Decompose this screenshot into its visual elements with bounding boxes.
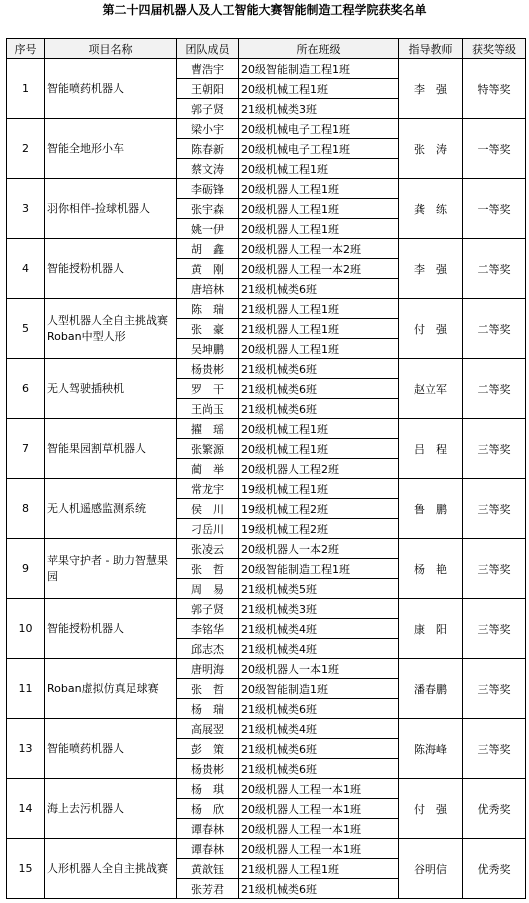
member-class: 21级机械类3班 (239, 99, 399, 119)
member-class: 20级机械工程1班 (239, 419, 399, 439)
advisor-teacher: 赵立军 (399, 359, 463, 419)
row-index: 1 (7, 59, 45, 119)
member-class: 20级机器人一本2班 (239, 539, 399, 559)
team-member: 梁小宇 (177, 119, 239, 139)
header-row (7, 39, 526, 59)
advisor-teacher: 龚 练 (399, 179, 463, 239)
team-member: 杨 欣 (177, 799, 239, 819)
member-class: 21级机械类6班 (239, 379, 399, 399)
member-class: 21级机器人工程1班 (239, 859, 399, 879)
team-member: 刁岳川 (177, 519, 239, 539)
member-class: 20级机器人工程1班 (239, 199, 399, 219)
award-level: 特等奖 (463, 59, 526, 119)
team-member: 唐培林 (177, 279, 239, 299)
row-index: 13 (7, 719, 45, 779)
member-class: 21级机械类6班 (239, 879, 399, 899)
table-row (7, 539, 526, 559)
row-index: 8 (7, 479, 45, 539)
member-class: 21级机械类6班 (239, 399, 399, 419)
member-class: 21级机械类5班 (239, 579, 399, 599)
team-member: 杨贵彬 (177, 759, 239, 779)
team-member: 张芳君 (177, 879, 239, 899)
member-class: 20级机器人工程一本1班 (239, 799, 399, 819)
team-member: 杨 瑞 (177, 699, 239, 719)
member-class: 20级机器人工程1班 (239, 179, 399, 199)
table-row (7, 599, 526, 619)
member-class: 21级机械类6班 (239, 759, 399, 779)
team-member: 胡 鑫 (177, 239, 239, 259)
advisor-teacher: 李 强 (399, 239, 463, 299)
team-member: 唐明海 (177, 659, 239, 679)
advisor-teacher: 付 强 (399, 779, 463, 839)
member-class: 20级智能制造工程1班 (239, 559, 399, 579)
award-table (6, 38, 526, 899)
header-teacher: 指导教师 (399, 39, 463, 59)
member-class: 20级机器人工程1班 (239, 219, 399, 239)
award-level: 三等奖 (463, 659, 526, 719)
team-member: 邱志杰 (177, 639, 239, 659)
team-member: 姚一伊 (177, 219, 239, 239)
advisor-teacher: 李 强 (399, 59, 463, 119)
team-member: 黄 刚 (177, 259, 239, 279)
member-class: 19级机械工程1班 (239, 479, 399, 499)
member-class: 20级机器人工程一本2班 (239, 259, 399, 279)
header-class: 所在班级 (239, 39, 399, 59)
member-class: 20级智能制造工程1班 (239, 59, 399, 79)
member-class: 21级机械类4班 (239, 619, 399, 639)
award-level: 一等奖 (463, 119, 526, 179)
team-member: 谭春林 (177, 839, 239, 859)
award-level: 三等奖 (463, 539, 526, 599)
award-level: 优秀奖 (463, 839, 526, 899)
team-member: 杨贵彬 (177, 359, 239, 379)
award-level: 三等奖 (463, 719, 526, 779)
team-member: 周 易 (177, 579, 239, 599)
table-row (7, 299, 526, 319)
award-level: 二等奖 (463, 359, 526, 419)
member-class: 20级机器人工程1班 (239, 339, 399, 359)
team-member: 张 哲 (177, 559, 239, 579)
team-member: 李铭华 (177, 619, 239, 639)
team-member: 吴坤鹏 (177, 339, 239, 359)
team-member: 张繁源 (177, 439, 239, 459)
team-member: 张宇森 (177, 199, 239, 219)
member-class: 20级机器人工程一本1班 (239, 819, 399, 839)
member-class: 19级机械工程2班 (239, 519, 399, 539)
member-class: 21级机械类6班 (239, 739, 399, 759)
table-row (7, 779, 526, 799)
team-member: 罗 干 (177, 379, 239, 399)
award-level: 二等奖 (463, 239, 526, 299)
advisor-teacher: 付 强 (399, 299, 463, 359)
advisor-teacher: 潘春鹏 (399, 659, 463, 719)
table-row (7, 719, 526, 739)
team-member: 王朝阳 (177, 79, 239, 99)
team-member: 谭春林 (177, 819, 239, 839)
member-class: 20级机械电子工程1班 (239, 119, 399, 139)
team-member: 郭子贤 (177, 599, 239, 619)
member-class: 21级机器人工程1班 (239, 319, 399, 339)
team-member: 曹浩宇 (177, 59, 239, 79)
row-index: 5 (7, 299, 45, 359)
row-index: 6 (7, 359, 45, 419)
team-member: 黄歆钰 (177, 859, 239, 879)
member-class: 21级机械类6班 (239, 279, 399, 299)
member-class: 20级机械工程1班 (239, 159, 399, 179)
team-member: 李砺锋 (177, 179, 239, 199)
table-row (7, 659, 526, 679)
project-name: Roban虚拟仿真足球赛 (45, 659, 177, 719)
member-class: 21级机械类4班 (239, 639, 399, 659)
table-row (7, 239, 526, 259)
project-name: 海上去污机器人 (45, 779, 177, 839)
row-index: 9 (7, 539, 45, 599)
row-index: 15 (7, 839, 45, 899)
row-index: 14 (7, 779, 45, 839)
award-level: 二等奖 (463, 299, 526, 359)
row-index: 10 (7, 599, 45, 659)
team-member: 张凌云 (177, 539, 239, 559)
member-class: 20级智能制造1班 (239, 679, 399, 699)
advisor-teacher: 谷明信 (399, 839, 463, 899)
table-row (7, 479, 526, 499)
table-row (7, 839, 526, 859)
table-row (7, 179, 526, 199)
project-name: 苹果守护者 - 助力智慧果园 (45, 539, 177, 599)
team-member: 张 哲 (177, 679, 239, 699)
advisor-teacher: 杨 艳 (399, 539, 463, 599)
advisor-teacher: 陈海峰 (399, 719, 463, 779)
advisor-teacher: 张 涛 (399, 119, 463, 179)
member-class: 21级机械类4班 (239, 719, 399, 739)
member-class: 21级机器人工程1班 (239, 299, 399, 319)
member-class: 21级机械类6班 (239, 359, 399, 379)
team-member: 侯 川 (177, 499, 239, 519)
member-class: 20级机器人一本1班 (239, 659, 399, 679)
team-member: 擢 瑶 (177, 419, 239, 439)
row-index: 7 (7, 419, 45, 479)
project-name: 无人驾驶插秧机 (45, 359, 177, 419)
advisor-teacher: 吕 程 (399, 419, 463, 479)
advisor-teacher: 鲁 鹏 (399, 479, 463, 539)
project-name: 人型机器人全自主挑战赛Roban中型人形 (45, 299, 177, 359)
table-row (7, 119, 526, 139)
team-member: 蔡文涛 (177, 159, 239, 179)
member-class: 20级机械工程1班 (239, 439, 399, 459)
header-team-members: 团队成员 (177, 39, 239, 59)
award-level: 优秀奖 (463, 779, 526, 839)
table-body (7, 59, 526, 899)
project-name: 羽你相伴-捡球机器人 (45, 179, 177, 239)
table-row (7, 359, 526, 379)
header-project-name: 项目名称 (45, 39, 177, 59)
header-award: 获奖等级 (463, 39, 526, 59)
member-class: 19级机械工程2班 (239, 499, 399, 519)
member-class: 20级机器人工程一本1班 (239, 779, 399, 799)
project-name: 智能喷药机器人 (45, 59, 177, 119)
advisor-teacher: 康 阳 (399, 599, 463, 659)
row-index: 4 (7, 239, 45, 299)
member-class: 20级机械电子工程1班 (239, 139, 399, 159)
member-class: 20级机器人工程一本1班 (239, 839, 399, 859)
document-title: 第二十四届机器人及人工智能大赛智能制造工程学院获奖名单 (102, 3, 427, 17)
project-name: 智能喷药机器人 (45, 719, 177, 779)
award-level: 三等奖 (463, 599, 526, 659)
header-index: 序号 (7, 39, 45, 59)
row-index: 2 (7, 119, 45, 179)
team-member: 陈春新 (177, 139, 239, 159)
team-member: 陈 瑞 (177, 299, 239, 319)
team-member: 杨 琪 (177, 779, 239, 799)
team-member: 张 豪 (177, 319, 239, 339)
award-level: 一等奖 (463, 179, 526, 239)
project-name: 无人机遥感监测系统 (45, 479, 177, 539)
member-class: 20级机器人工程一本2班 (239, 239, 399, 259)
team-member: 郭子贤 (177, 99, 239, 119)
project-name: 智能授粉机器人 (45, 599, 177, 659)
project-name: 智能全地形小车 (45, 119, 177, 179)
team-member: 王尚玉 (177, 399, 239, 419)
team-member: 蔺 举 (177, 459, 239, 479)
table-row (7, 59, 526, 79)
project-name: 智能授粉机器人 (45, 239, 177, 299)
member-class: 20级机械工程1班 (239, 79, 399, 99)
award-level: 三等奖 (463, 419, 526, 479)
row-index: 11 (7, 659, 45, 719)
member-class: 21级机械类6班 (239, 699, 399, 719)
row-index: 3 (7, 179, 45, 239)
award-level: 三等奖 (463, 479, 526, 539)
member-class: 21级机械类3班 (239, 599, 399, 619)
table-row (7, 419, 526, 439)
project-name: 人形机器人全自主挑战赛 (45, 839, 177, 899)
project-name: 智能果园割草机器人 (45, 419, 177, 479)
team-member: 高展翌 (177, 719, 239, 739)
team-member: 常龙宇 (177, 479, 239, 499)
team-member: 彭 策 (177, 739, 239, 759)
member-class: 20级机器人工程2班 (239, 459, 399, 479)
